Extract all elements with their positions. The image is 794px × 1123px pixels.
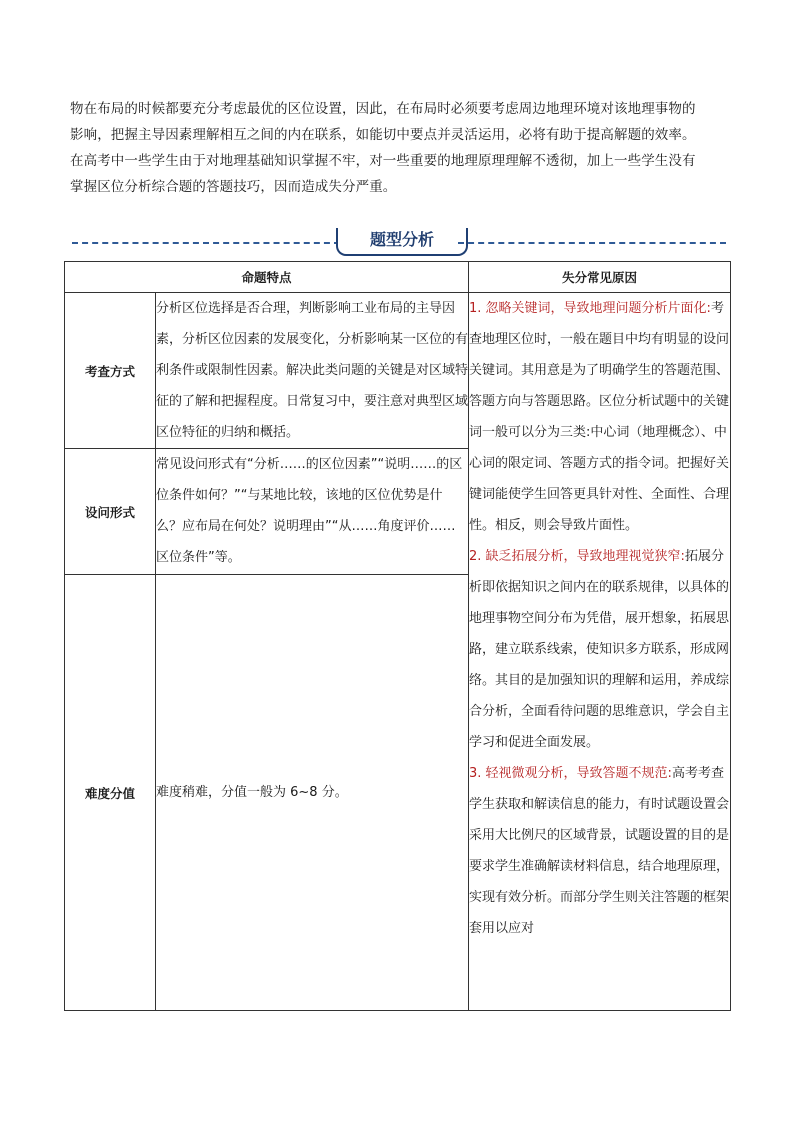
intro-line: 物在布局的时候都要充分考虑最优的区位设置，因此，在布局时必须要考虑周边地理环境对该地理事物的 [70, 101, 696, 117]
reasons-cell [469, 293, 731, 1011]
row-label: 考查方式 [65, 293, 156, 449]
reason-body: 考查地理区位时，一般在题目中均有明显的设问关键词。其用意是为了明确学生的答题范围、答题方向与答题思路。区位分析试题中的关键词一般可以分为三类:中心词（地理概念）、中心词的限定词、答题方式的指令词。把握好关键词能使学生回答更具针对性、全面性、合理性。相反，则会导致片面性。 [469, 301, 730, 533]
table-header-row [65, 262, 731, 293]
reason-body: 拓展分析即依据知识之间内在的联系规律，以具体的地理事物空间分布为凭借，展开想象，拓展思路，建立联系线索，使知识多方联系，形成网络。其目的是加强知识的理解和运用，养成综合分析，全面看待问题的思维意识，学会自主学习和促进全面发展。 [469, 549, 730, 750]
intro-paragraph [70, 96, 730, 200]
reason-heading: 2. 缺乏拓展分析，导致地理视觉狭窄: [469, 549, 685, 564]
banner-dash-right [458, 242, 726, 244]
row-content: 难度稍难，分值一般为 6~8 分。 [156, 575, 469, 1011]
section-title: 题型分析 [336, 228, 468, 256]
row-content: 分析区位选择是否合理，判断影响工业布局的主导因素，分析区位因素的发展变化，分析影响某一区位的有利条件或限制性因素。解决此类问题的关键是对区域特征的了解和把握程度。日常复习中，要注意对典型区域区位特征的归纳和概括。 [156, 293, 469, 449]
row-label: 难度分值 [65, 575, 156, 1011]
row-content: 常见设问形式有“分析……的区位因素”“说明……的区位条件如何？”“与某地比较，该地的区位优势是什么？应布局在何处？说明理由”“从……角度评价……区位条件”等。 [156, 449, 469, 575]
row-label: 设问形式 [65, 449, 156, 575]
banner-dash-left [72, 242, 340, 244]
reason-item [469, 293, 730, 541]
intro-line: 影响，把握主导因素理解相互之间的内在联系，如能切中要点并灵活运用，必将有助于提高解题的效率。 [70, 127, 696, 143]
table-row [65, 293, 731, 449]
analysis-table [64, 261, 731, 1011]
header-reasons: 失分常见原因 [469, 262, 731, 293]
reason-item [469, 541, 730, 758]
reason-heading: 1. 忽略关键词，导致地理问题分析片面化: [469, 301, 711, 316]
section-banner [70, 228, 728, 256]
reason-heading: 3. 轻视微观分析，导致答题不规范: [469, 766, 672, 781]
intro-line: 在高考中一些学生由于对地理基础知识掌握不牢，对一些重要的地理原理理解不透彻，加上一些学生没有 [70, 153, 696, 169]
header-features: 命题特点 [65, 262, 469, 293]
intro-line: 掌握区位分析综合题的答题技巧，因而造成失分严重。 [70, 179, 397, 195]
reason-body: 高考考查学生获取和解读信息的能力，有时试题设置会采用大比例尺的区域背景，试题设置的目的是要求学生准确解读材料信息，结合地理原理，实现有效分析。而部分学生则关注答题的框架套用以应对 [469, 766, 730, 936]
reason-item [469, 758, 730, 944]
